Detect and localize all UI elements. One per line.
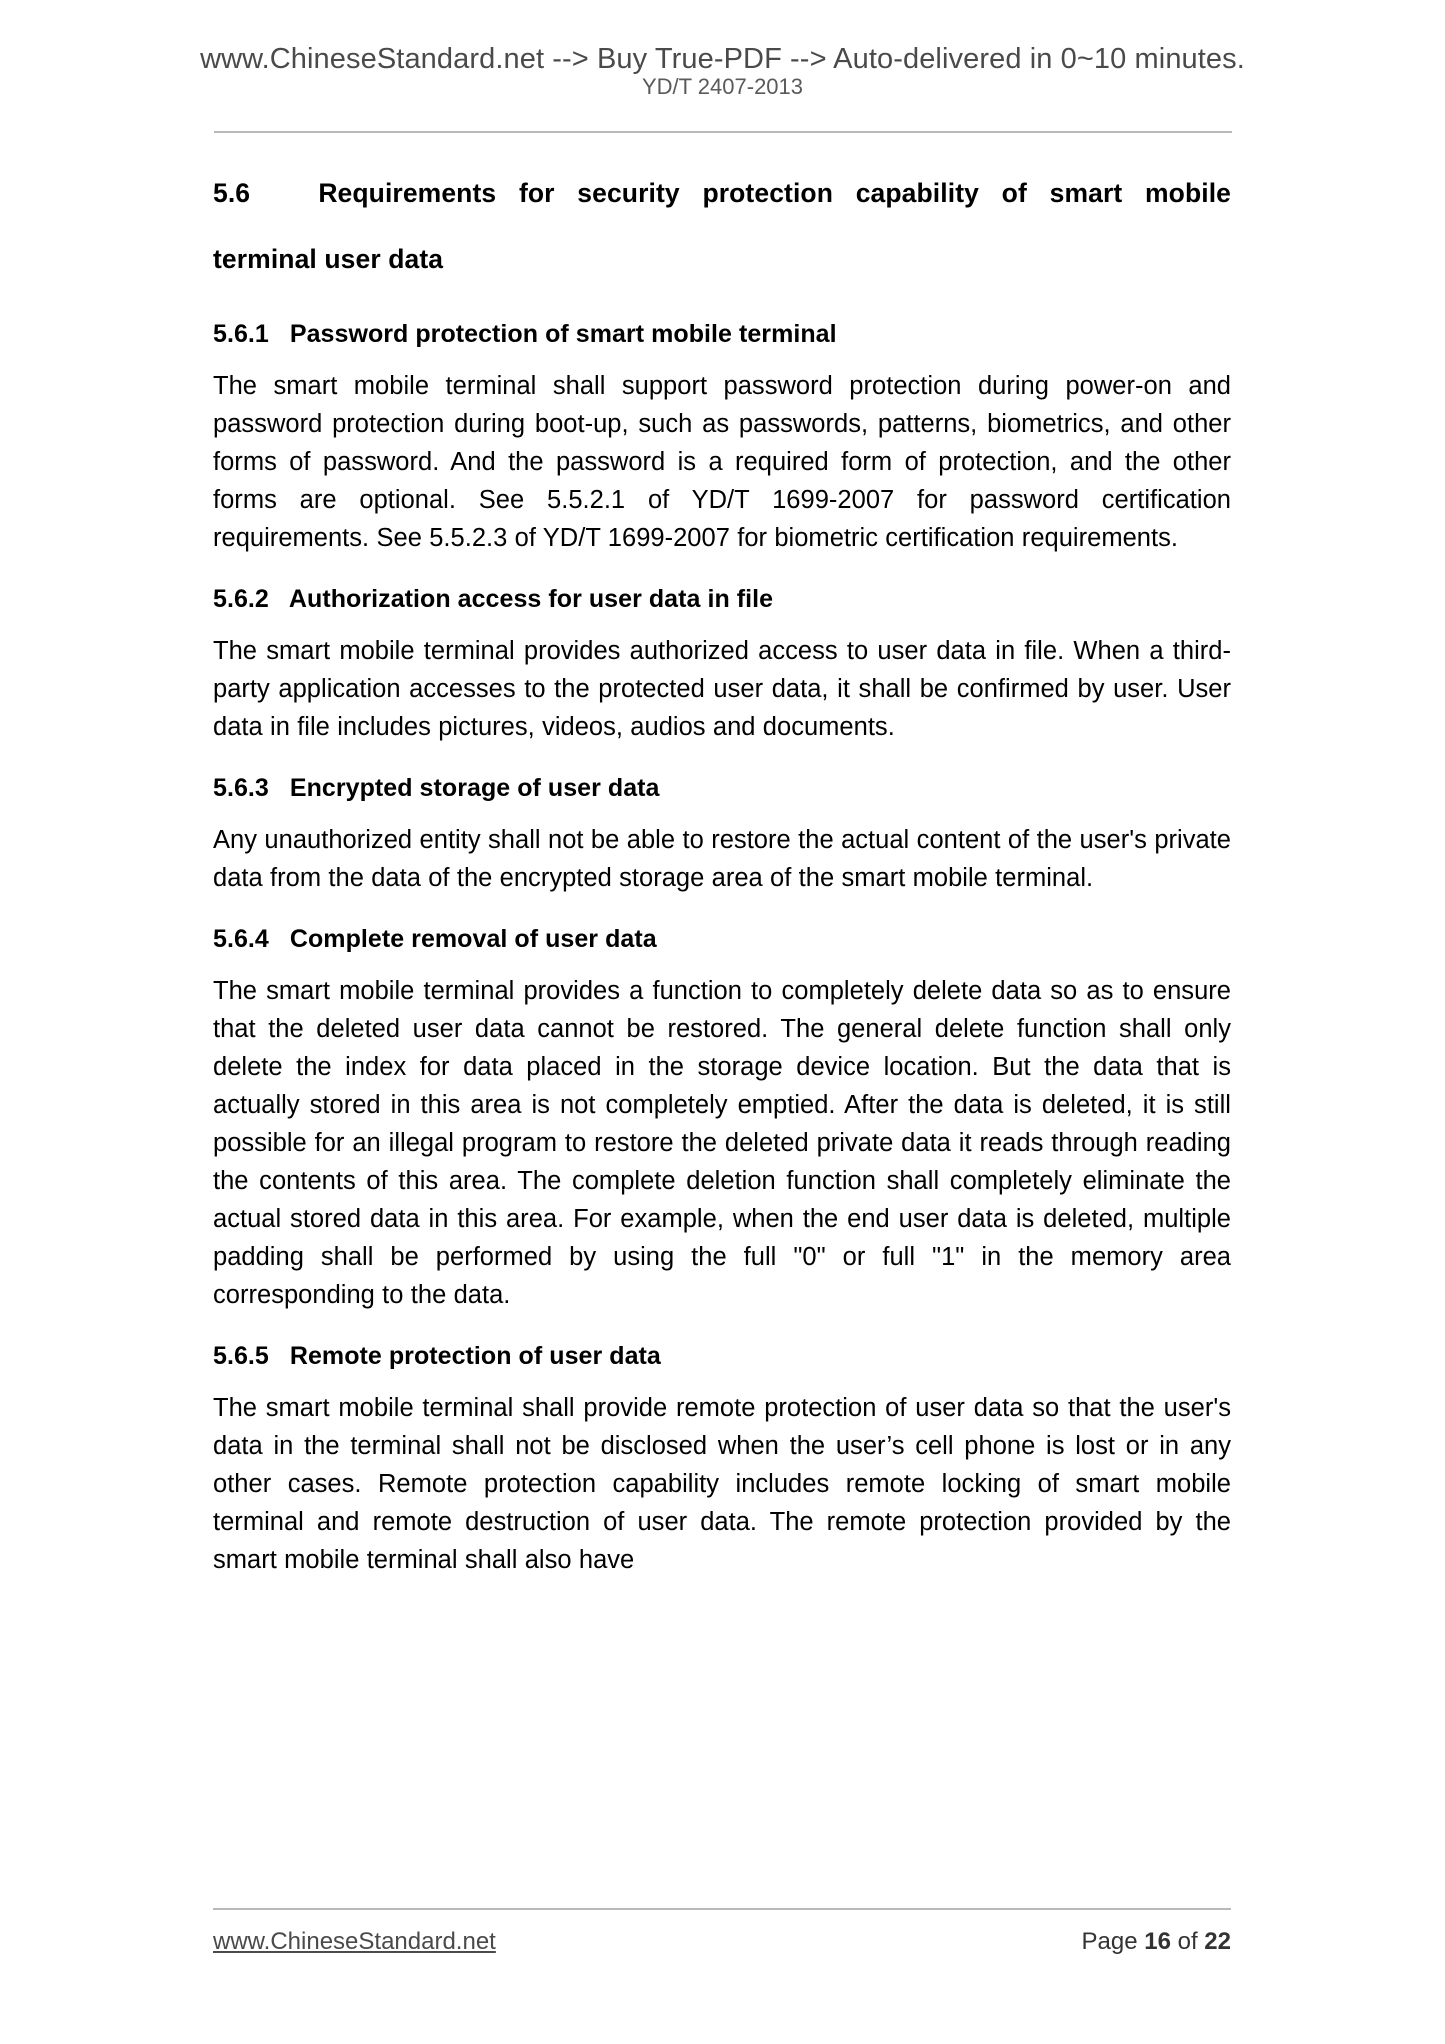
subsection-heading-5-6-2 <box>213 584 1231 614</box>
subsection-heading-5-6-5 <box>213 1341 1231 1371</box>
of-label: of <box>1177 1928 1198 1955</box>
subsection-body-5-6-1: The smart mobile terminal shall support password protection during power-on and password protection during boot-up, such as passwords, patterns, biometrics, and other forms of password. And the password is a required form of protection, and the other forms are optional. See 5.5.2.1 of YD/T 1699-2007 for password certification requirements. See 5.5.2.3 of YD/T 1699-2007 for biometric certification requirements. <box>213 372 1231 552</box>
total-page-count: 22 <box>1204 1928 1231 1955</box>
subsection-body-5-6-4: The smart mobile terminal provides a function to completely delete data so as to ensure that the deleted user data cannot be restored. The general delete function shall only delete the index for data placed in the storage device location. But the data that is actually stored in this area is not completely emptied. After the data is deleted, it is still possible for an illegal program to restore the deleted private data it reads through reading the contents of this area. The complete deletion function shall completely eliminate the actual stored data in this area. For example, when the end user data is deleted, multiple padding shall be performed by using the full "0" or full "1" in the memory area corresponding to the data. <box>213 977 1231 1309</box>
current-page-number: 16 <box>1144 1928 1171 1955</box>
subsection-number-5-6-5: 5.6.5 <box>213 1342 269 1370</box>
subsection-body-5-6-3: Any unauthorized entity shall not be able to restore the actual content of the user's private data from the data of the encrypted storage area of the smart mobile terminal. <box>213 826 1231 892</box>
subsection-body-5-6-2: The smart mobile terminal provides authorized access to user data in file. When a third-party application accesses to the protected user data, it shall be confirmed by user. User data in file includes pictures, videos, audios and documents. <box>213 637 1231 741</box>
subsection-heading-5-6-3 <box>213 773 1231 803</box>
subsection-number-5-6-1: 5.6.1 <box>213 320 269 348</box>
page-label: Page <box>1081 1928 1138 1955</box>
subsection-heading-5-6-4 <box>213 924 1231 954</box>
subsection-heading-5-6-1 <box>213 319 1231 349</box>
subsection-title-5-6-2: Authorization access for user data in file <box>288 585 774 613</box>
subsection-title-5-6-4: Complete removal of user data <box>289 925 657 953</box>
standard-code: YD/T 2407-2013 <box>641 74 804 99</box>
section-number: 5.6 <box>213 178 251 208</box>
subsection-body-5-6-5: The smart mobile terminal shall provide remote protection of user data so that the user's data in the terminal shall not be disclosed when the user’s cell phone is lost or in any other cases. Remote protection capability includes remote locking of smart mobile terminal and remote destruction of user data. The remote protection provided by the smart mobile terminal shall also have <box>213 1394 1231 1574</box>
footer-site-link[interactable]: www.ChineseStandard.net <box>213 1928 496 1955</box>
subsection-title-5-6-3: Encrypted storage of user data <box>289 774 660 802</box>
page-header <box>0 42 1445 100</box>
section-heading-5-6 <box>213 160 1231 292</box>
subsection-title-5-6-1: Password protection of smart mobile terminal <box>289 320 837 348</box>
section-heading-line-1 <box>213 160 1231 226</box>
subsection-number-5-6-4: 5.6.4 <box>213 925 269 953</box>
subsection-number-5-6-3: 5.6.3 <box>213 774 269 802</box>
subsection-number-5-6-2: 5.6.2 <box>213 585 269 613</box>
subsection-title-5-6-5: Remote protection of user data <box>289 1342 661 1370</box>
section-title-part-1: Requirements for security protection capability of smart mobile <box>318 178 1231 208</box>
watermark-promo-text: www.ChineseStandard.net --> Buy True-PDF --> Auto-delivered in 0~10 minutes. <box>200 43 1245 75</box>
document-body <box>213 160 1231 1579</box>
page-footer <box>213 1928 1231 1956</box>
section-heading-line-2: terminal user data <box>213 244 444 274</box>
header-divider <box>214 131 1232 133</box>
page-number-indicator <box>1082 1928 1232 1956</box>
footer-divider <box>213 1908 1231 1910</box>
